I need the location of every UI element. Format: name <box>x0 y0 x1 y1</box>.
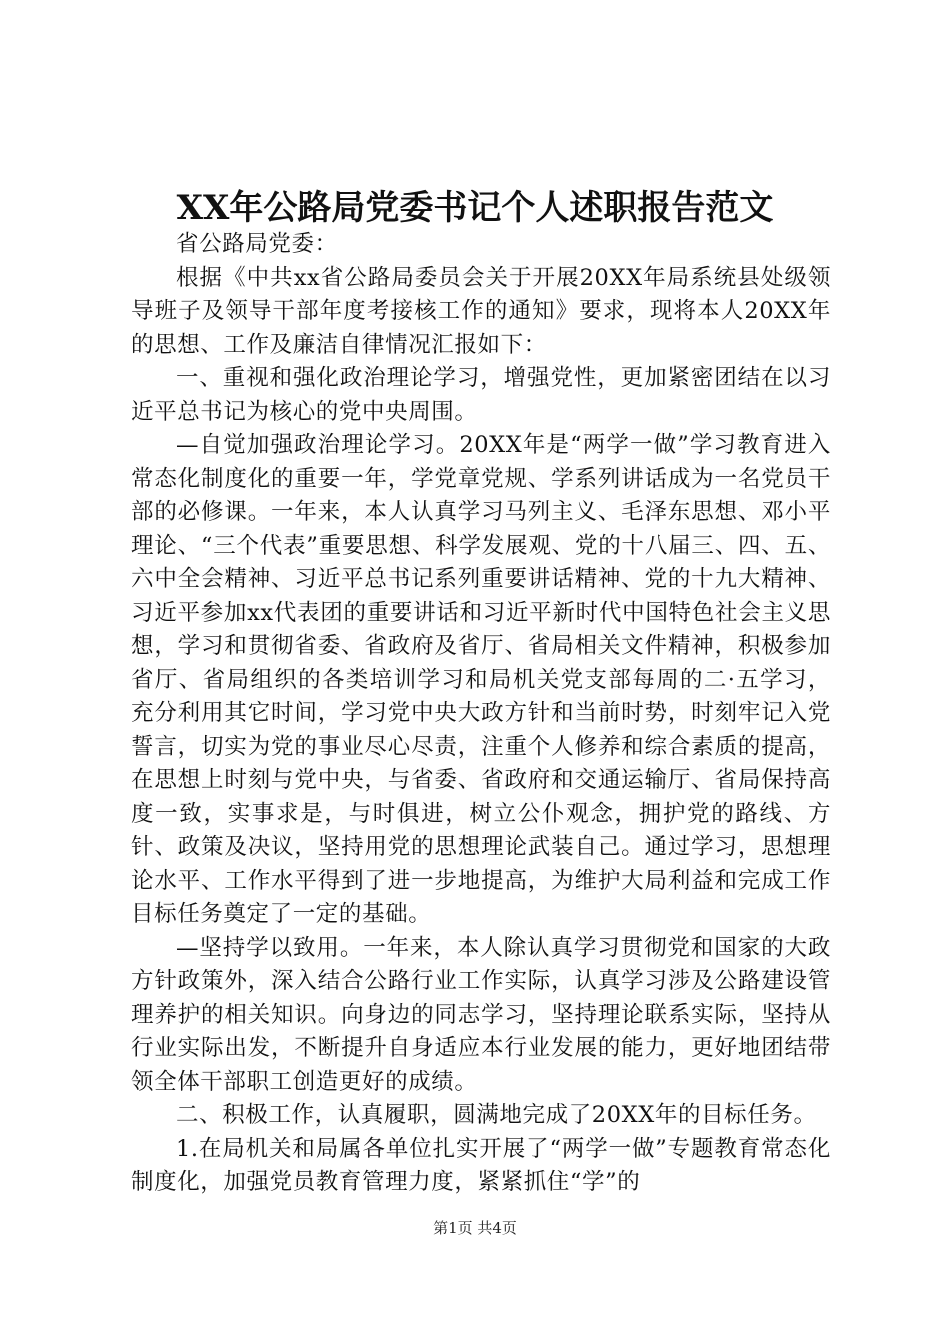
intro-paragraph: 根据《中共xx省公路局委员会关于开展20XX年局系统县处级领导班子及领导干部年度考接核工作的通知》要求，现将本人20XX年的思想、工作及廉洁自律情况汇报如下： <box>131 264 831 358</box>
document-title: XX年公路局党委书记个人述职报告范文 <box>176 188 774 228</box>
body-paragraph: 1.在局机关和局属各单位扎实开展了“两学一做”专题教育常态化制度化，加强党员教育管理力度，紧紧抓住“学”的 <box>131 1135 831 1195</box>
salutation-paragraph: 省公路局党委： <box>176 231 338 257</box>
body-paragraph: —自觉加强政治理论学习。20XX年是“两学一做”学习教育进入常态化制度化的重要一年，学党章党规、学系列讲话成为一名党员干部的必修课。一年来，本人认真学习马列主义、毛泽东思想、邓小平理论、“三个代表”重要思想、科学发展观、党的十八届三、四、五、六中全会精神、习近平总书记系列重要讲话精神、党的十九大精神、习近平参加xx代表团的重要讲话和习近平新时代中国特色社会主义思想，学习和贯彻省委、省政府及省厅、省局相关文件精神，积极参加省厅、省局组织的各类培训学习和局机关党支部每周的二·五学习，充分利用其它时间，学习党中央大政方针和当前时势，时刻牢记入党誓言，切实为党的事业尽心尽责，注重个人修养和综合素质的提高，在思想上时刻与党中央，与省委、省政府和交通运输厅、省局保持高度一致，实事求是，与时俱进，树立公仆观念，拥护党的路线、方针、政策及决议，坚持用党的思想理论武装自己。通过学习，思想理论水平、工作水平得到了进一步地提高，为维护大局利益和完成工作目标任务奠定了一定的基础。 <box>131 432 831 927</box>
section-heading-2: 二、积极工作，认真履职，圆满地完成了20XX年的目标任务。 <box>176 1102 817 1128</box>
document-body <box>131 228 831 1200</box>
body-paragraph: —坚持学以致用。一年来，本人除认真学习贯彻党和国家的大政方针政策外，深入结合公路行业工作实际，认真学习涉及公路建设管理养护的相关知识。向身边的同志学习，坚持理论联系实际，坚持从行业实际出发，不断提升自身适应本行业发展的能力，更好地团结带领全体干部职工创造更好的成绩。 <box>131 934 831 1095</box>
page-footer: 第1页 共4页 <box>433 1219 517 1237</box>
section-heading-1: 一、重视和强化政治理论学习，增强党性，更加紧密团结在以习近平总书记为核心的党中央周围。 <box>131 365 831 425</box>
